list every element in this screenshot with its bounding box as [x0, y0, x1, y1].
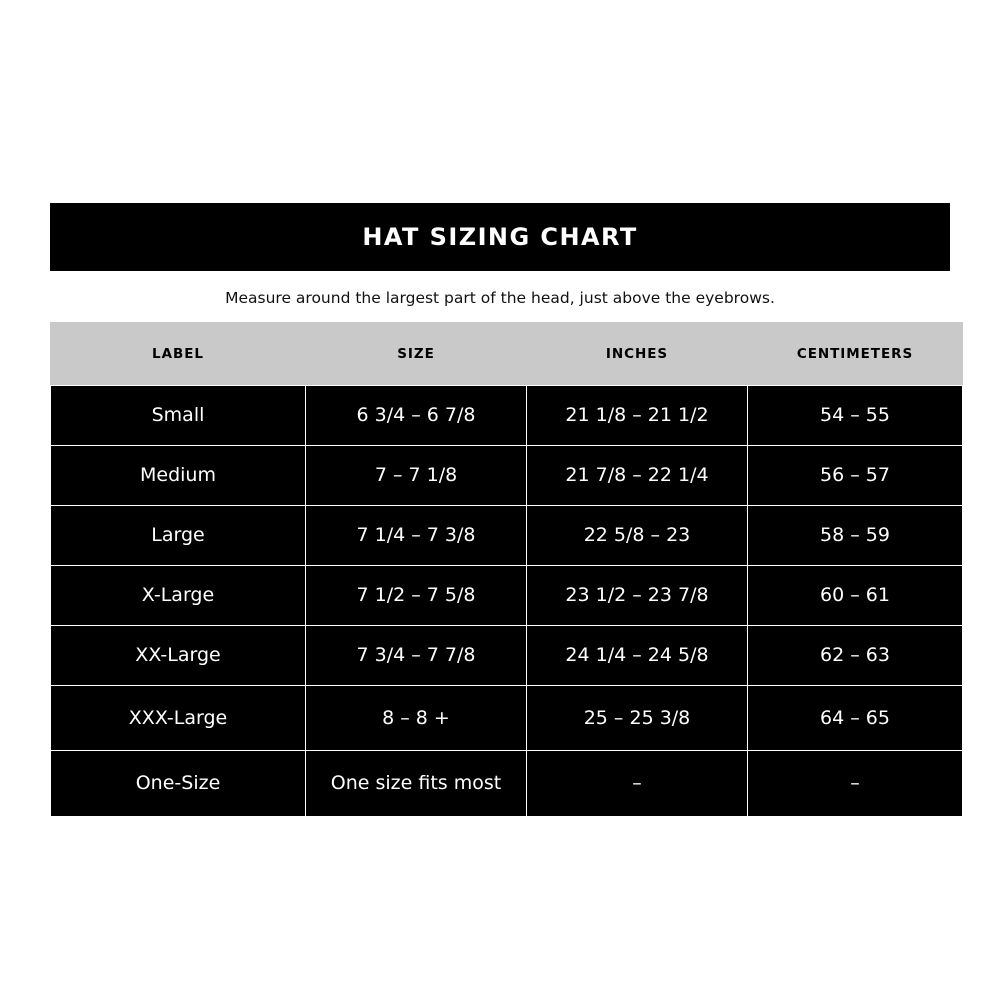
- hat-sizing-chart: [50, 203, 950, 817]
- cell-inches: 24 1/4 – 24 5/8: [527, 625, 748, 685]
- table-row: [51, 565, 963, 625]
- table-row: [51, 625, 963, 685]
- table-row: [51, 750, 963, 816]
- table-header: [51, 322, 963, 385]
- chart-title-bar: [50, 203, 950, 271]
- table-row: [51, 385, 963, 445]
- table-row: [51, 685, 963, 750]
- cell-size: 7 1/2 – 7 5/8: [306, 565, 527, 625]
- page-title: HAT SIZING CHART: [362, 223, 638, 251]
- cell-centimeters: 60 – 61: [748, 565, 963, 625]
- chart-subtitle: Measure around the largest part of the head, just above the eyebrows.: [225, 289, 775, 307]
- table-row: [51, 445, 963, 505]
- cell-inches: 21 7/8 – 22 1/4: [527, 445, 748, 505]
- cell-inches: 23 1/2 – 23 7/8: [527, 565, 748, 625]
- column-header-size: SIZE: [306, 322, 527, 385]
- table-body: [51, 385, 963, 816]
- cell-label: Large: [51, 505, 306, 565]
- cell-centimeters: 64 – 65: [748, 685, 963, 750]
- cell-label: Medium: [51, 445, 306, 505]
- cell-size: 7 – 7 1/8: [306, 445, 527, 505]
- cell-size: 7 1/4 – 7 3/8: [306, 505, 527, 565]
- cell-label: One-Size: [51, 750, 306, 816]
- table-row: [51, 505, 963, 565]
- table-header-row: [51, 322, 963, 385]
- cell-size: 6 3/4 – 6 7/8: [306, 385, 527, 445]
- cell-label: Small: [51, 385, 306, 445]
- cell-inches: 22 5/8 – 23: [527, 505, 748, 565]
- cell-centimeters: 58 – 59: [748, 505, 963, 565]
- column-header-centimeters: CENTIMETERS: [748, 322, 963, 385]
- cell-centimeters: –: [748, 750, 963, 816]
- column-header-label: LABEL: [51, 322, 306, 385]
- cell-size: 8 – 8 +: [306, 685, 527, 750]
- cell-label: XX-Large: [51, 625, 306, 685]
- cell-label: XXX-Large: [51, 685, 306, 750]
- cell-label: X-Large: [51, 565, 306, 625]
- column-header-inches: INCHES: [527, 322, 748, 385]
- cell-size: One size fits most: [306, 750, 527, 816]
- cell-size: 7 3/4 – 7 7/8: [306, 625, 527, 685]
- cell-inches: –: [527, 750, 748, 816]
- cell-inches: 21 1/8 – 21 1/2: [527, 385, 748, 445]
- cell-centimeters: 62 – 63: [748, 625, 963, 685]
- cell-centimeters: 56 – 57: [748, 445, 963, 505]
- size-table: [50, 322, 963, 817]
- cell-centimeters: 54 – 55: [748, 385, 963, 445]
- cell-inches: 25 – 25 3/8: [527, 685, 748, 750]
